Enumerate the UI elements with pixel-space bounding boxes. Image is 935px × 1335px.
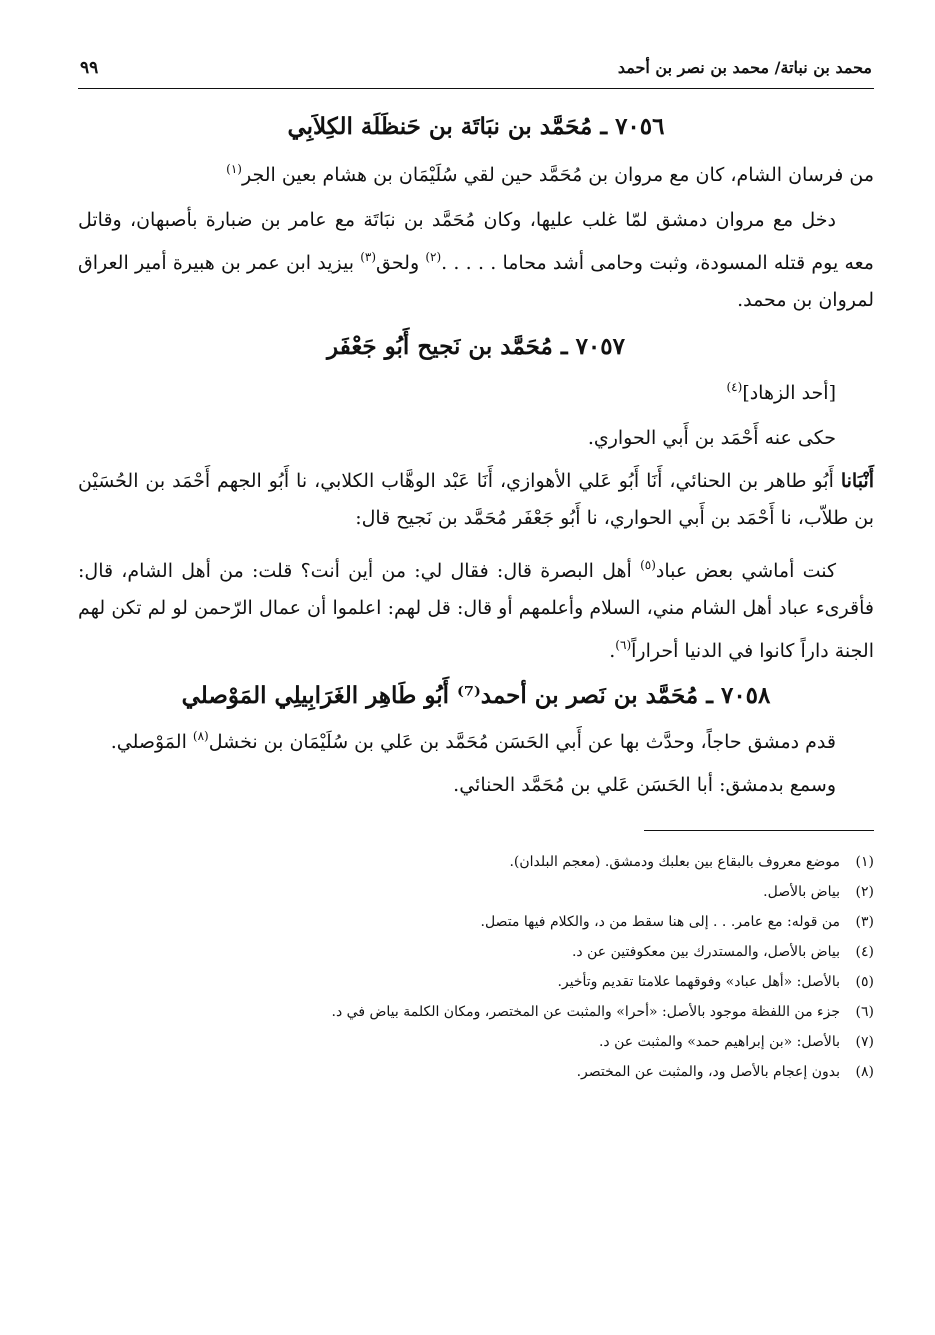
footnote-rule xyxy=(644,830,874,831)
footnote-text: من قوله: مع عامر. . . إلى هنا سقط من د، والكلام فيها متصل. xyxy=(480,914,840,930)
entry-7057-paragraph-1 xyxy=(78,369,874,412)
footnote-item xyxy=(78,907,874,937)
footnote-item xyxy=(78,877,874,907)
footnote-number: (٤) xyxy=(855,944,874,960)
footnote-text: بياض بالأصل، والمستدرك بين معكوفتين عن د. xyxy=(571,944,840,960)
footnote-ref-4: (٤) xyxy=(726,380,743,394)
running-title: محمد بن نباتة/ محمد بن نصر بن أحمد xyxy=(617,58,872,77)
footnote-ref-6: (٦) xyxy=(615,638,632,652)
footnote-ref-1: (١) xyxy=(226,162,242,176)
paragraph-text: قدم دمشق حاجاً، وحدَّث بها عن أَبي الحَسَن مُحَمَّد بن عَلي بن سُلَيْمَان بن نخشل xyxy=(208,731,836,753)
footnote-ref-8: (٨) xyxy=(192,729,209,743)
footnote-item xyxy=(78,1027,874,1057)
paragraph-text: أَبُو طاهر بن الحنائي، أَنَا أَبُو عَلي الأهوازي، أَنَا عَبْد الوهَّاب الكلابي، نا أَبُو الجهم أَحْمَد بن الحُسَيْن بن طلاّب، نا أَحْمَد بن أَبي الحواري، نا أَبُو جَعْفَر مُحَمَّد بن نَجيح قال: xyxy=(78,470,874,529)
paragraph-text: أهل البصرة قال: فقال لي: من أين أنت؟ قلت: من أهل الشام، قال: فأقرىء عباد أهل الشام مني، السلام وأعلمهم أو قال: قل لهم: اعلموا أن عمال الرّحمن لو لم تكن لهم الجنة داراً كانوا في الدنيا أحراراً xyxy=(78,560,874,662)
entry-7056-paragraph-1 xyxy=(78,151,874,194)
paragraph-text: بيزيد ابن عمر بن هبيرة أمير العراق لمروان بن محمد. xyxy=(78,252,874,311)
footnotes-list xyxy=(78,847,874,1087)
footnote-item xyxy=(78,967,874,997)
footnote-text: بياض بالأصل. xyxy=(763,884,840,900)
lead-word: أَنْبَانا xyxy=(840,470,874,492)
footnote-ref-5: (٥) xyxy=(640,558,656,572)
paragraph-text: دخل مع مروان دمشق لمّا غلب عليها، وكان مُحَمَّد بن نبَاتَة مع عامر بن ضبارة بأصبهان، وقاتل معه يوم قتله المسودة، وثبت وحامى أشد محاما . . . . . xyxy=(78,209,874,274)
footnote-item xyxy=(78,847,874,877)
page xyxy=(78,58,874,1318)
paragraph-text: وسمع بدمشق: أبا الحَسَن عَلي بن مُحَمَّد الحنائي. xyxy=(453,774,836,796)
footnote-number: (٥) xyxy=(855,974,874,990)
footnote-number: (١) xyxy=(855,854,874,870)
paragraph-text: المَوْصلي. xyxy=(110,731,193,753)
footnote-ref-2: (٢) xyxy=(425,250,442,264)
entry-7056-paragraph-2 xyxy=(78,202,874,319)
footnote-number: (٧) xyxy=(855,1034,874,1050)
footnote-number: (٢) xyxy=(855,884,874,900)
running-header xyxy=(78,58,874,89)
entry-heading-7056: ٧٠٥٦ ـ مُحَمَّد بن نبَاتَة بن حَنظَلَة الكِلاَبِي xyxy=(287,113,665,140)
entry-7057-paragraph-4 xyxy=(78,547,874,670)
footnote-item xyxy=(78,937,874,967)
entry-heading-7057: ٧٠٥٧ ـ مُحَمَّد بن نَجيح أَبُو جَعْفَر xyxy=(327,333,625,360)
entry-7057-paragraph-2 xyxy=(78,420,874,457)
footnote-text: موضع معروف بالبقاع بين بعلبك ودمشق. (معجم البلدان). xyxy=(509,854,840,870)
footnote-item xyxy=(78,1057,874,1087)
footnote-text: جزء من اللفظة موجود بالأصل: «أحرا» والمثبت عن المختصر، ومكان الكلمة بياض في د. xyxy=(331,1004,840,1020)
footnote-item xyxy=(78,997,874,1027)
paragraph-text: من فرسان الشام، كان مع مروان بن مُحَمَّد حين لقي سُلَيْمَان بن هشام بعين الجر xyxy=(241,164,874,186)
footnote-text: بدون إعجام بالأصل ود، والمثبت عن المختصر. xyxy=(576,1064,840,1080)
footnote-number: (٦) xyxy=(855,1004,874,1020)
footnote-number: (٨) xyxy=(855,1064,874,1080)
entry-7057-paragraph-3 xyxy=(78,463,874,537)
page-number: ٩٩ xyxy=(80,58,99,78)
footnote-ref-3: (٣) xyxy=(360,250,377,264)
footnotes-section xyxy=(78,830,874,1087)
footnote-text: بالأصل: «بن إبراهيم حمد» والمثبت عن د. xyxy=(598,1034,840,1050)
paragraph-text: [أحد الزهاد] xyxy=(742,382,836,404)
paragraph-text: كنت أماشي بعض عباد xyxy=(655,560,837,582)
paragraph-text: ولحق xyxy=(376,252,426,274)
footnote-number: (٣) xyxy=(855,914,874,930)
entry-heading-7058: ٧٠٥٨ ـ مُحَمَّد بن نَصر بن أحمد⁽⁷⁾ أَبُو طَاهِر الغَرَابِيلِي المَوْصلي xyxy=(181,682,771,709)
footnote-text: بالأصل: «أهل عباد» وفوقهما علامتا تقديم وتأخير. xyxy=(557,974,840,990)
entry-7058-paragraph-1 xyxy=(78,718,874,761)
article-body xyxy=(78,109,874,804)
paragraph-text: حكى عنه أَحْمَد بن أَبي الحواري. xyxy=(587,427,836,449)
entry-7058-paragraph-2 xyxy=(78,767,874,804)
paragraph-text: . xyxy=(609,640,616,662)
